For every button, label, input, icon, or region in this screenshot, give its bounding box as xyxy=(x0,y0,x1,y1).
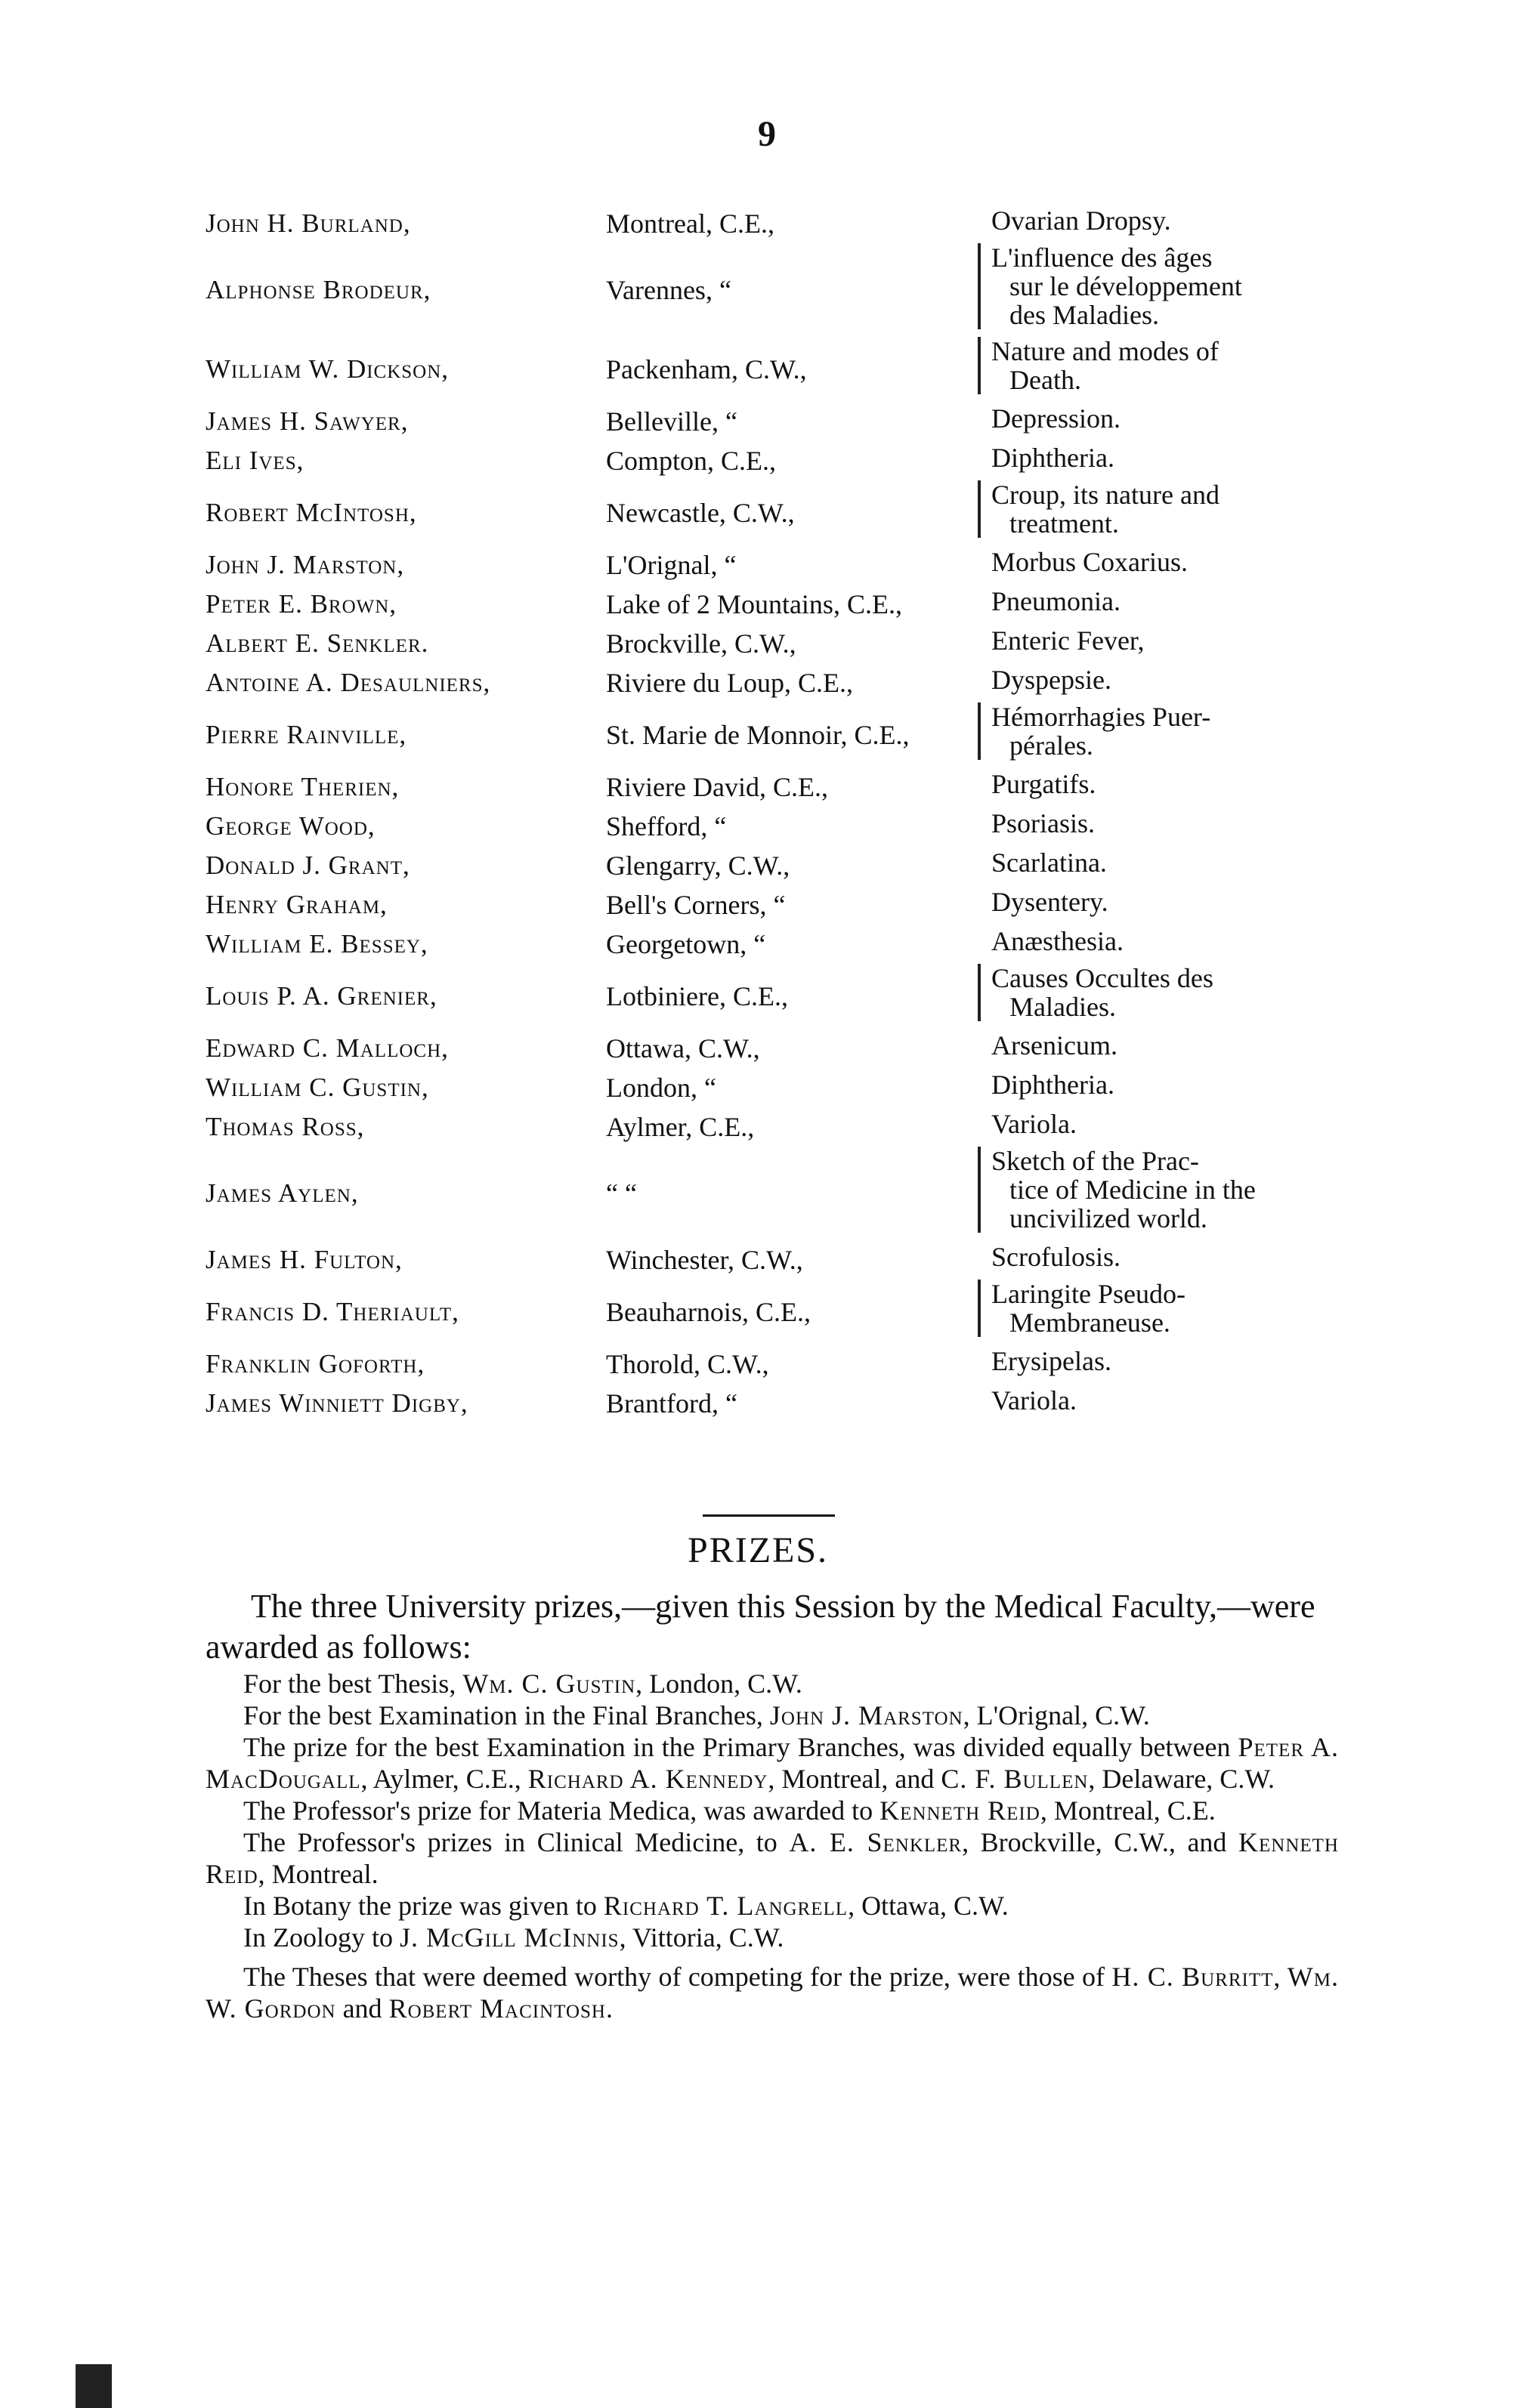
graduate-name: Antoine A. Desaulniers, xyxy=(206,668,491,697)
graduate-place: Varennes, “ xyxy=(606,275,731,305)
person-name: A. E. Senkler xyxy=(789,1827,963,1857)
prize-text: The Professor's prizes in Clinical Medicine, to xyxy=(243,1827,790,1857)
graduate-place: Bell's Corners, “ xyxy=(606,890,786,920)
thesis-line: Pneumonia. xyxy=(991,586,1121,616)
graduate-thesis xyxy=(978,337,1339,394)
graduate-name: George Wood, xyxy=(206,811,376,841)
prize-text: , Vittoria, C.W. xyxy=(619,1922,784,1953)
graduate-name: Francis D. Theriault, xyxy=(206,1297,459,1326)
graduate-row xyxy=(206,846,1339,885)
graduate-place: Lake of 2 Mountains, C.E., xyxy=(606,589,902,619)
person-name: Wm. C. Gustin xyxy=(462,1669,636,1699)
thesis-line: Anæsthesia. xyxy=(991,926,1124,956)
person-name: Richard A. Kennedy xyxy=(527,1764,768,1794)
graduate-name: John J. Marston, xyxy=(206,550,405,579)
graduate-name: James H. Fulton, xyxy=(206,1245,403,1274)
graduate-row xyxy=(206,767,1339,807)
graduate-thesis xyxy=(991,1384,1339,1417)
graduate-place: Riviere du Loup, C.E., xyxy=(606,668,853,698)
graduate-row xyxy=(206,441,1339,480)
thesis-line: L'influence des âges xyxy=(991,242,1213,273)
graduate-name: John H. Burland, xyxy=(206,208,411,238)
graduate-thesis xyxy=(978,480,1339,538)
graduate-name: Honore Therien, xyxy=(206,772,400,801)
graduate-row xyxy=(206,624,1339,663)
graduate-row xyxy=(206,1240,1339,1280)
person-name: John J. Marston xyxy=(769,1700,963,1730)
graduate-row xyxy=(206,1280,1339,1344)
graduate-thesis xyxy=(991,767,1339,801)
section-rule xyxy=(703,1514,835,1517)
thesis-line: Morbus Coxarius. xyxy=(991,547,1188,577)
thesis-line: Sketch of the Prac- xyxy=(991,1146,1199,1176)
prize-paragraph xyxy=(206,1961,1339,2024)
graduate-place: Aylmer, C.E., xyxy=(606,1112,755,1142)
graduate-row xyxy=(206,663,1339,702)
graduate-name: Louis P. A. Grenier, xyxy=(206,981,437,1011)
graduate-thesis xyxy=(991,846,1339,879)
person-name: Kenneth Reid xyxy=(879,1795,1040,1826)
graduate-name: James Aylen, xyxy=(206,1178,359,1208)
graduate-row xyxy=(206,964,1339,1029)
thesis-line: Variola. xyxy=(991,1385,1077,1415)
graduate-row xyxy=(206,204,1339,243)
graduate-name: William E. Bessey, xyxy=(206,929,428,959)
graduate-place: “ “ xyxy=(606,1178,637,1209)
thesis-line: Ovarian Dropsy. xyxy=(991,205,1171,236)
thesis-line: Depression. xyxy=(991,403,1121,434)
graduate-thesis xyxy=(978,702,1339,760)
graduate-place: Belleville, “ xyxy=(606,406,737,437)
scan-artifact xyxy=(76,2364,112,2408)
graduate-place: Winchester, C.W., xyxy=(606,1245,803,1275)
prize-text: , London, C.W. xyxy=(635,1669,802,1699)
person-name: Wm. W. Gordon xyxy=(206,1962,1340,2024)
prize-paragraph xyxy=(206,1890,1339,1922)
thesis-line: Scrofulosis. xyxy=(991,1242,1121,1272)
prize-text: , Montreal, C.E. xyxy=(1040,1795,1216,1826)
graduate-name: Franklin Goforth, xyxy=(206,1349,425,1378)
graduate-row xyxy=(206,243,1339,337)
graduate-name: James H. Sawyer, xyxy=(206,406,409,436)
graduate-name: Albert E. Senkler. xyxy=(206,628,429,658)
thesis-line: Hémorrhagies Puer- xyxy=(991,702,1211,732)
thesis-line: Variola. xyxy=(991,1109,1077,1139)
graduate-thesis xyxy=(991,441,1339,474)
person-name: Robert Macintosh xyxy=(388,1993,606,2024)
person-name: J. McGill McInnis xyxy=(399,1922,620,1953)
prize-text: In Zoology to xyxy=(243,1922,400,1953)
prizes-section xyxy=(206,1586,1339,2024)
graduate-row xyxy=(206,337,1339,402)
thesis-line: Laringite Pseudo- xyxy=(991,1279,1186,1309)
thesis-line: Scarlatina. xyxy=(991,847,1107,878)
graduate-thesis xyxy=(991,1068,1339,1101)
graduate-name: William W. Dickson, xyxy=(206,354,450,384)
graduate-thesis xyxy=(991,585,1339,618)
graduate-thesis xyxy=(978,1147,1339,1233)
graduate-name: Donald J. Grant, xyxy=(206,851,410,880)
thesis-line: pérales. xyxy=(1009,730,1093,761)
person-name: H. C. Burritt xyxy=(1111,1962,1274,1992)
graduate-thesis xyxy=(978,964,1339,1021)
graduate-thesis xyxy=(978,243,1339,329)
thesis-line: tice of Medicine in the xyxy=(1009,1175,1256,1205)
graduate-name: Robert McIntosh, xyxy=(206,498,417,527)
graduate-place: Packenham, C.W., xyxy=(606,354,807,384)
thesis-line: Diphtheria. xyxy=(991,443,1114,473)
prizes-intro: The three University prizes,—given this Session by the Medical Faculty,—were awarded as follows: xyxy=(206,1588,1315,1666)
graduate-place: Glengarry, C.W., xyxy=(606,851,790,881)
graduate-place: St. Marie de Monnoir, C.E., xyxy=(606,720,910,750)
graduate-thesis xyxy=(991,1240,1339,1273)
graduate-name: Pierre Rainville, xyxy=(206,720,407,749)
prize-text: , xyxy=(1273,1962,1288,1992)
graduate-thesis xyxy=(991,1344,1339,1378)
graduate-row xyxy=(206,702,1339,767)
prize-text: , Brockville, C.W., and xyxy=(962,1827,1239,1857)
thesis-line: Erysipelas. xyxy=(991,1346,1111,1376)
person-name: C. F. Bullen xyxy=(941,1764,1089,1794)
graduate-thesis xyxy=(991,925,1339,958)
graduate-row xyxy=(206,807,1339,846)
thesis-line: Membraneuse. xyxy=(1009,1307,1170,1338)
graduate-name: William C. Gustin, xyxy=(206,1073,429,1102)
person-name: Peter A. MacDougall xyxy=(206,1732,1339,1794)
graduate-name: Alphonse Brodeur, xyxy=(206,275,431,304)
graduate-row xyxy=(206,480,1339,545)
graduate-name: Peter E. Brown, xyxy=(206,589,397,619)
prize-paragraph xyxy=(206,1668,1339,1699)
thesis-line: Death. xyxy=(1009,365,1081,395)
graduate-row xyxy=(206,1029,1339,1068)
graduate-name: James Winniett Digby, xyxy=(206,1388,468,1418)
prize-paragraph xyxy=(206,1826,1339,1890)
graduate-place: London, “ xyxy=(606,1073,716,1103)
graduate-row xyxy=(206,585,1339,624)
prize-text: , Ottawa, C.W. xyxy=(848,1891,1009,1921)
graduate-name: Edward C. Malloch, xyxy=(206,1033,449,1063)
prize-paragraph xyxy=(206,1731,1339,1795)
thesis-line: Dyspepsie. xyxy=(991,665,1111,695)
prizes-heading: PRIZES. xyxy=(688,1530,829,1570)
graduate-row xyxy=(206,1068,1339,1107)
prize-text: In Botany the prize was given to xyxy=(243,1891,604,1921)
graduate-thesis xyxy=(991,402,1339,435)
graduate-place: Lotbiniere, C.E., xyxy=(606,981,788,1011)
graduate-place: Riviere David, C.E., xyxy=(606,772,828,802)
graduate-thesis xyxy=(991,204,1339,237)
person-name: Kenneth Reid xyxy=(206,1827,1339,1889)
thesis-line: des Maladies. xyxy=(1009,300,1159,330)
graduate-place: Beauharnois, C.E., xyxy=(606,1297,811,1327)
thesis-line: Arsenicum. xyxy=(991,1030,1117,1060)
graduate-name: Eli Ives, xyxy=(206,446,304,475)
graduate-place: Shefford, “ xyxy=(606,811,727,841)
graduate-place: Georgetown, “ xyxy=(606,929,766,959)
graduate-thesis xyxy=(991,885,1339,918)
graduate-place: L'Orignal, “ xyxy=(606,550,737,580)
page-number: 9 xyxy=(758,114,776,154)
thesis-line: Diphtheria. xyxy=(991,1070,1114,1100)
graduate-thesis xyxy=(991,624,1339,657)
thesis-line: Causes Occultes des xyxy=(991,963,1213,993)
graduate-thesis xyxy=(991,1029,1339,1062)
graduate-place: Newcastle, C.W., xyxy=(606,498,795,528)
thesis-line: Nature and modes of xyxy=(991,336,1219,366)
graduate-place: Montreal, C.E., xyxy=(606,208,774,239)
prize-paragraphs xyxy=(206,1668,1339,2024)
graduate-row xyxy=(206,545,1339,585)
graduate-thesis xyxy=(991,807,1339,840)
prize-text: , Montreal. xyxy=(258,1859,379,1889)
prize-text: The prize for the best Examination in the Primary Branches, was divided equally between xyxy=(243,1732,1238,1762)
prize-text: and xyxy=(335,1993,389,2024)
graduate-thesis xyxy=(978,1280,1339,1337)
thesis-line: Enteric Fever, xyxy=(991,625,1145,656)
thesis-line: uncivilized world. xyxy=(1009,1203,1207,1233)
thesis-line: Purgatifs. xyxy=(991,769,1096,799)
graduate-thesis xyxy=(991,1107,1339,1141)
graduate-thesis xyxy=(991,545,1339,579)
prize-text: For the best Thesis, xyxy=(243,1669,463,1699)
graduate-row xyxy=(206,1147,1339,1240)
thesis-line: treatment. xyxy=(1009,508,1119,539)
graduate-row xyxy=(206,1384,1339,1423)
thesis-line: Psoriasis. xyxy=(991,808,1096,838)
graduate-place: Ottawa, C.W., xyxy=(606,1033,760,1064)
graduate-name: Thomas Ross, xyxy=(206,1112,365,1141)
prize-text: . xyxy=(605,1993,613,2024)
prize-text: , L'Orignal, C.W. xyxy=(963,1700,1150,1730)
graduate-row xyxy=(206,1107,1339,1147)
prize-text: , Delaware, C.W. xyxy=(1088,1764,1275,1794)
graduate-place: Thorold, C.W., xyxy=(606,1349,769,1379)
thesis-line: Maladies. xyxy=(1009,992,1116,1022)
prize-text: For the best Examination in the Final Branches, xyxy=(243,1700,770,1730)
graduate-place: Brockville, C.W., xyxy=(606,628,796,659)
prize-paragraph xyxy=(206,1795,1339,1826)
graduate-place: Compton, C.E., xyxy=(606,446,777,476)
prize-paragraph xyxy=(206,1699,1339,1731)
thesis-line: Dysentery. xyxy=(991,887,1108,917)
graduate-row xyxy=(206,885,1339,925)
graduate-place: Brantford, “ xyxy=(606,1388,737,1419)
thesis-line: Croup, its nature and xyxy=(991,480,1220,510)
prize-paragraph xyxy=(206,1922,1339,1953)
graduate-name: Henry Graham, xyxy=(206,890,388,919)
graduate-thesis xyxy=(991,663,1339,696)
person-name: Richard T. Langrell xyxy=(603,1891,849,1921)
prize-text: , Aylmer, C.E., xyxy=(360,1764,528,1794)
graduate-row xyxy=(206,925,1339,964)
thesis-line: sur le développement xyxy=(1009,271,1242,301)
prize-text: The Theses that were deemed worthy of competing for the prize, were those of xyxy=(243,1962,1112,1992)
prize-text: The Professor's prize for Materia Medica, was awarded to xyxy=(243,1795,880,1826)
prize-text: , Montreal, and xyxy=(768,1764,941,1794)
graduate-row xyxy=(206,1344,1339,1384)
graduate-row xyxy=(206,402,1339,441)
